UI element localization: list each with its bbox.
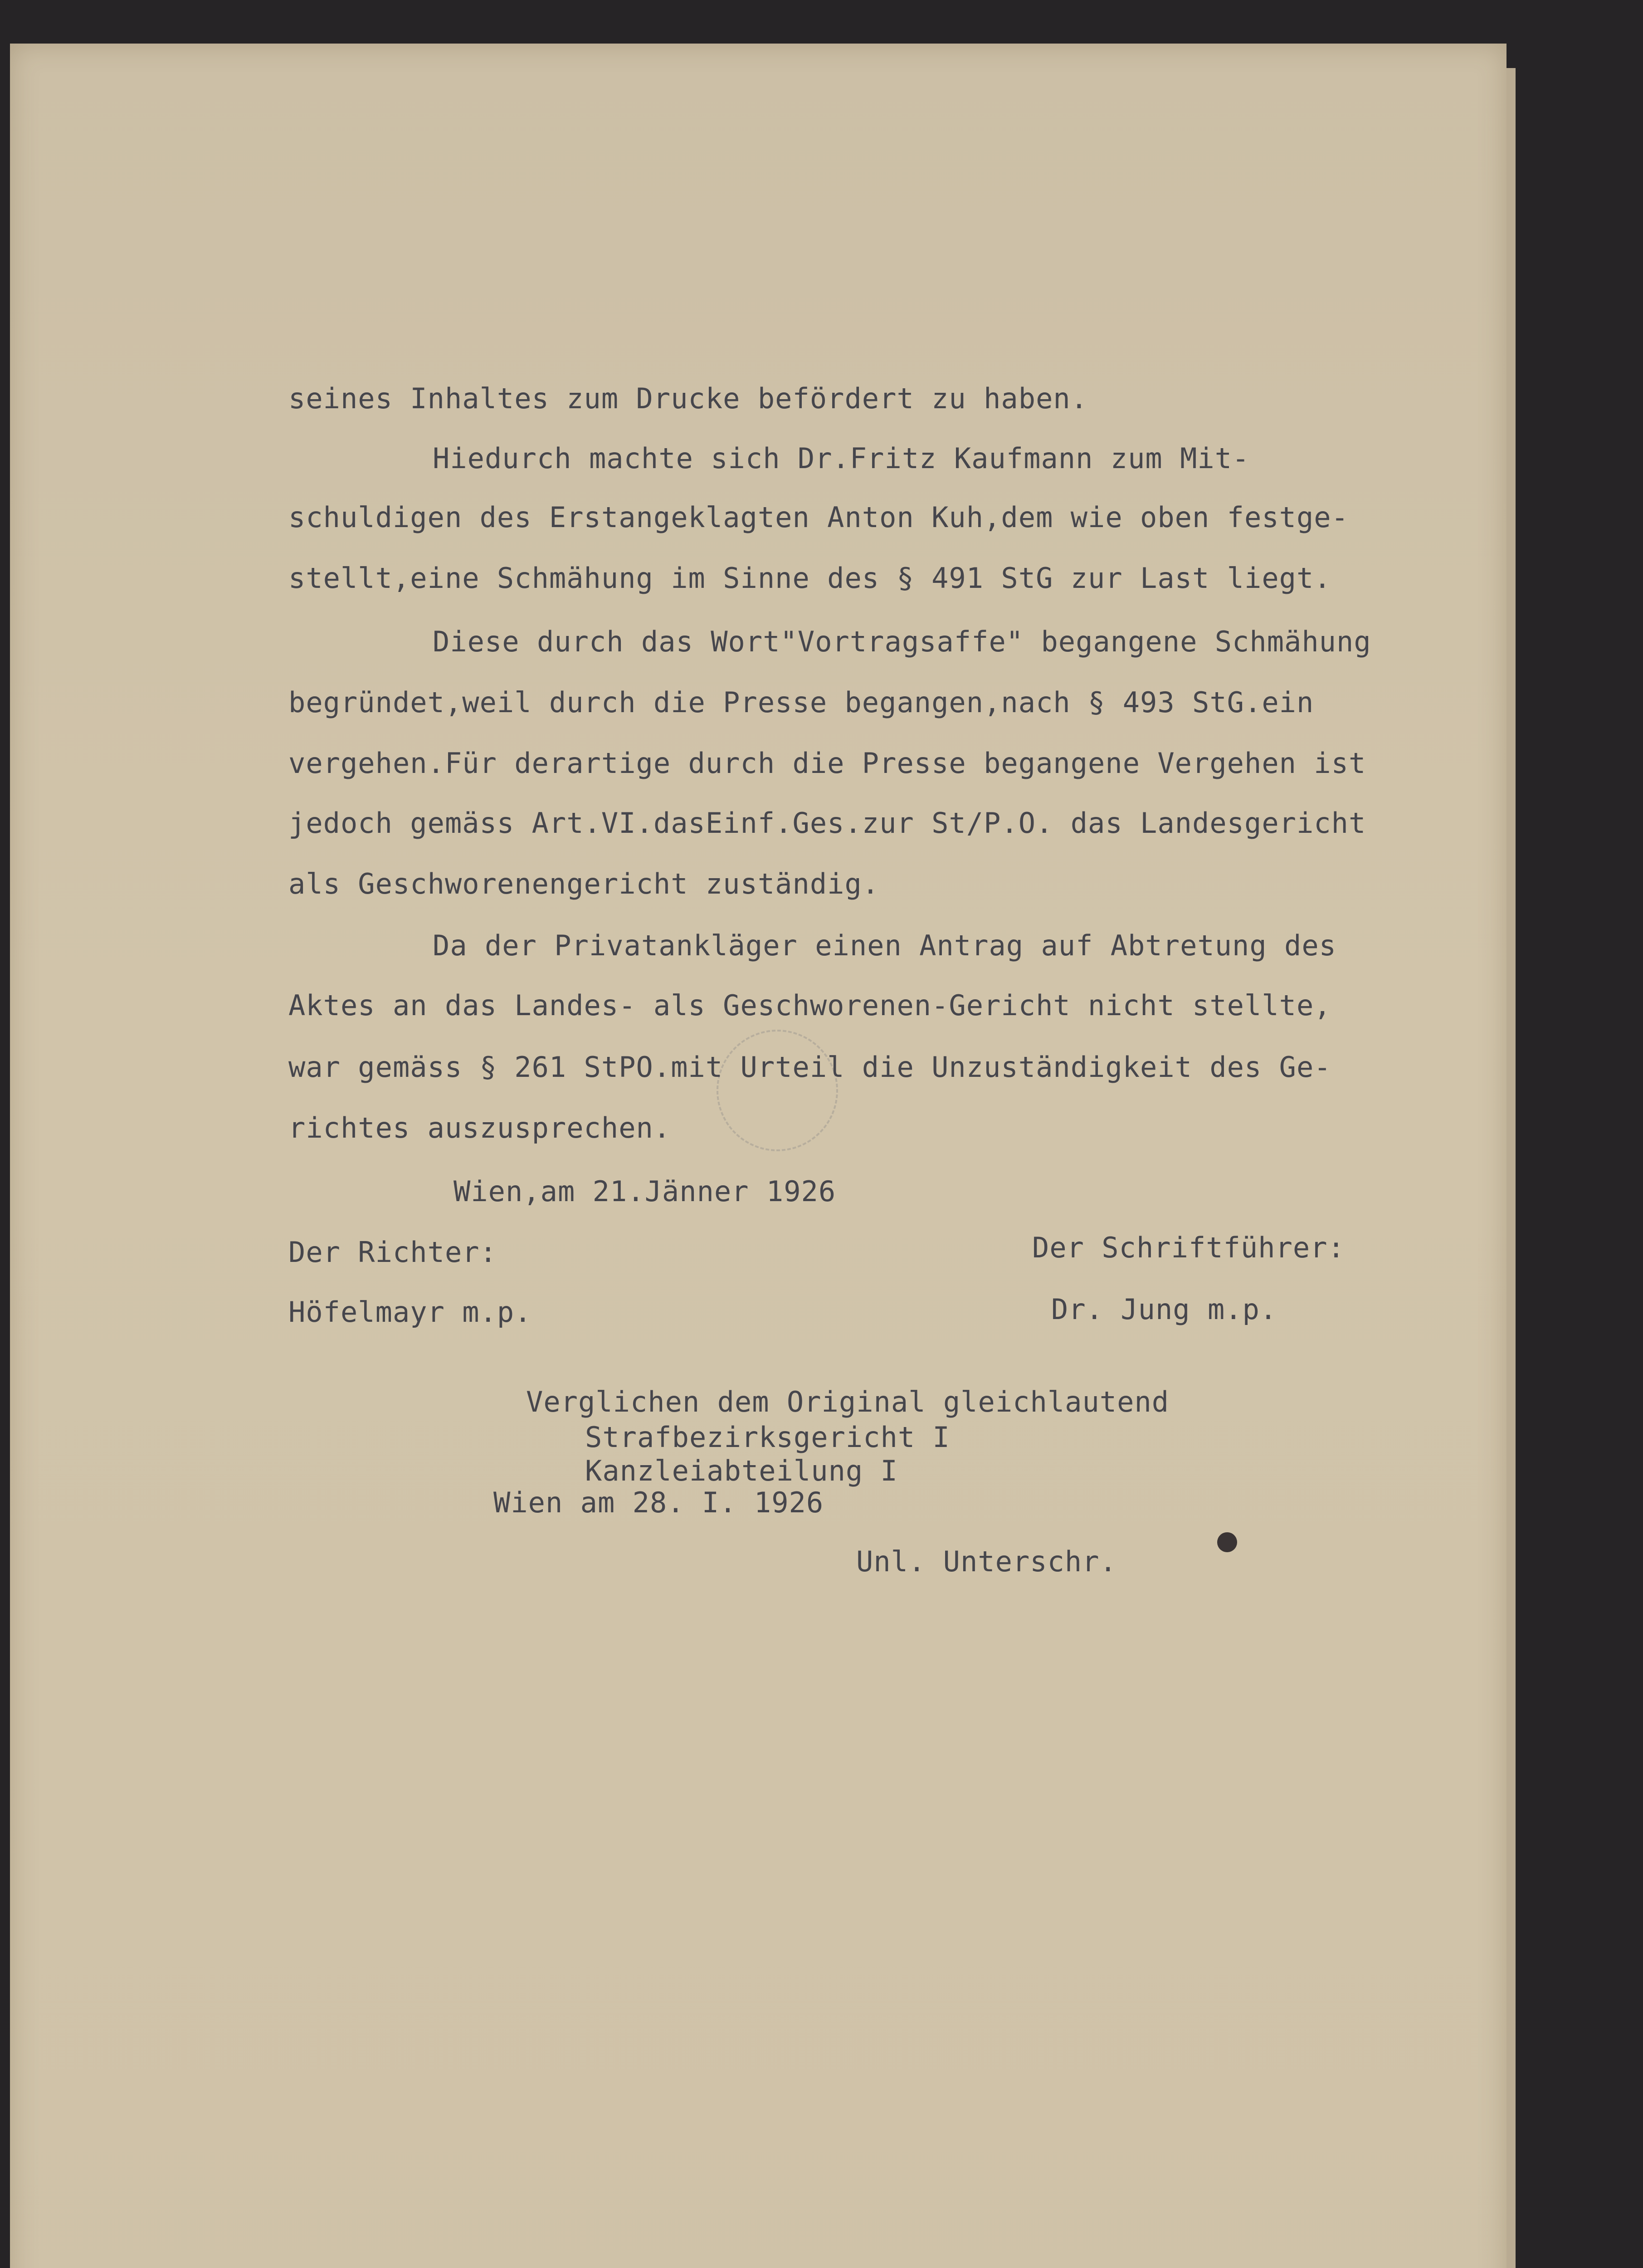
body-line-4: stellt,eine Schmähung im Sinne des § 491 StG zur Last liegt. bbox=[288, 562, 1331, 595]
judge-label: Der Richter: bbox=[288, 1236, 497, 1269]
body-line-13: richtes auszusprechen. bbox=[288, 1111, 671, 1144]
body-line-5: Diese durch das Wort"Vortragsaffe" begangene Schmähung bbox=[433, 625, 1371, 658]
body-line-9: als Geschworenengericht zuständig. bbox=[288, 867, 880, 900]
certification-line-3: Kanzleiabteilung I bbox=[585, 1454, 898, 1487]
body-line-1: seines Inhaltes zum Drucke befördert zu haben. bbox=[288, 382, 1088, 415]
certification-signature: Unl. Unterschr. bbox=[856, 1545, 1117, 1578]
document-page bbox=[10, 44, 1506, 2268]
body-line-3: schuldigen des Erstangeklagten Anton Kuh,dem wie oben festge- bbox=[288, 501, 1349, 534]
clerk-name: Dr. Jung m.p. bbox=[1051, 1293, 1277, 1326]
page-edge bbox=[1506, 68, 1516, 2268]
place-date: Wien,am 21.Jänner 1926 bbox=[453, 1175, 836, 1208]
certification-line-1: Verglichen dem Original gleichlautend bbox=[526, 1385, 1170, 1418]
clerk-label: Der Schriftführer: bbox=[1032, 1231, 1345, 1264]
ink-dot bbox=[1217, 1532, 1237, 1552]
body-line-2: Hiedurch machte sich Dr.Fritz Kaufmann zum Mit- bbox=[433, 442, 1250, 475]
body-line-12: war gemäss § 261 StPO.mit Urteil die Unzuständigkeit des Ge- bbox=[288, 1051, 1331, 1084]
faint-stamp bbox=[717, 1030, 838, 1151]
judge-name: Höfelmayr m.p. bbox=[288, 1295, 532, 1329]
body-line-8: jedoch gemäss Art.VI.dasEinf.Ges.zur St/P.O. das Landesgericht bbox=[288, 807, 1366, 840]
certification-line-2: Strafbezirksgericht I bbox=[585, 1421, 950, 1454]
body-line-10: Da der Privatankläger einen Antrag auf Abtretung des bbox=[433, 929, 1337, 962]
certification-line-4: Wien am 28. I. 1926 bbox=[493, 1486, 824, 1519]
body-line-11: Aktes an das Landes- als Geschworenen-Gericht nicht stellte, bbox=[288, 989, 1331, 1022]
body-line-7: vergehen.Für derartige durch die Presse begangene Vergehen ist bbox=[288, 747, 1366, 780]
body-line-6: begründet,weil durch die Presse begangen,nach § 493 StG.ein bbox=[288, 686, 1314, 719]
